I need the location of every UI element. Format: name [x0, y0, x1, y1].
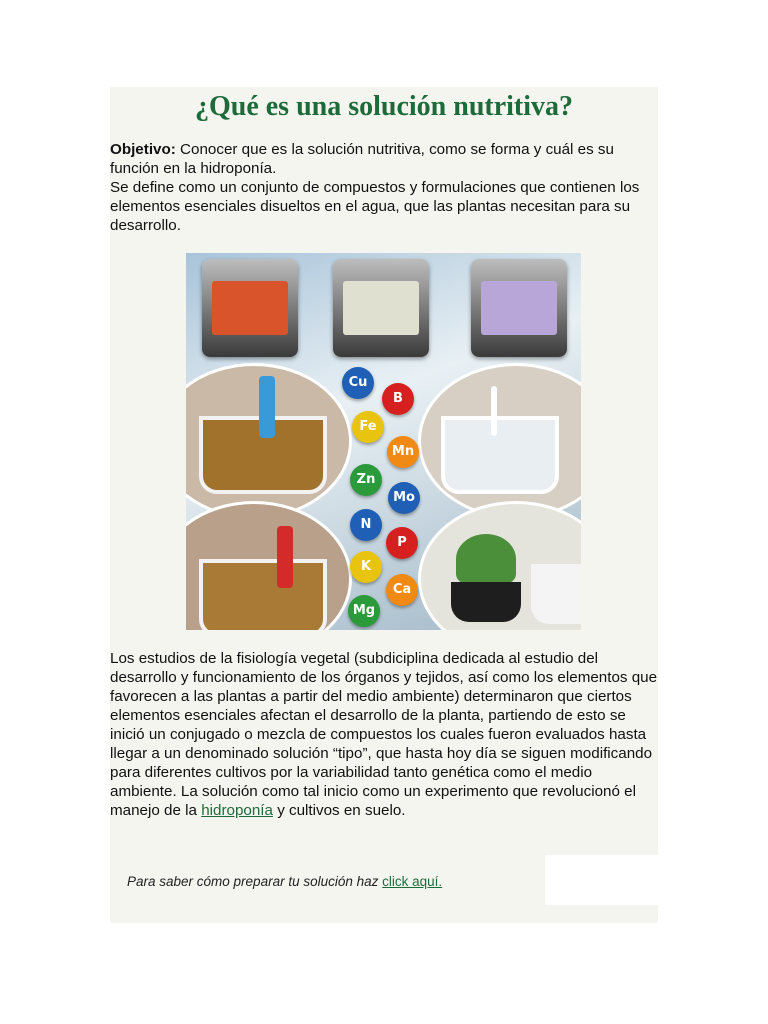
- body-text-before-link: Los estudios de la fisiología vegetal (subdiciplina dedicada al estudio del desarrollo y funcionamiento de los órganos y tejidos, así como los elementos que favorecen a las plantas a partir del medio ambiente) determinaron que ciertos elementos esenciales afectan el desarrollo de la planta, partiendo de esto se inició un conjugado o mezcla de compuestos los cuales fueron evaluados hasta llegar a un denominado solución “tipo”, que hasta hoy día se siguen modificando para diferentes cultivos por la variabilidad tanto genética como el medio ambiente. La solución como tal inicio como un experimento que revolucionó el manejo de la: [110, 650, 658, 819]
- body-text-after-link: y cultivos en suelo.: [272, 802, 406, 819]
- hidroponia-link[interactable]: hidroponía: [201, 802, 273, 819]
- plant-photo-bottom-right: [418, 501, 581, 630]
- fertilizer-bag-3: [471, 259, 567, 357]
- element-ball-zn: Zn: [350, 464, 382, 496]
- note-box: [110, 855, 545, 905]
- element-ball-ca: Ca: [386, 574, 418, 606]
- element-ball-cu: Cu: [342, 367, 374, 399]
- bucket-photo-top-right: [418, 363, 581, 519]
- element-ball-fe: Fe: [352, 411, 384, 443]
- body-paragraph: [110, 649, 658, 820]
- fertilizer-bag-1: [202, 259, 298, 357]
- element-ball-b: B: [382, 383, 414, 415]
- document-page: [110, 87, 658, 923]
- page-title: ¿Qué es una solución nutritiva?: [194, 91, 574, 122]
- element-ball-k: K: [350, 551, 382, 583]
- note-box-blank: [545, 855, 658, 905]
- bucket-photo-bottom-left: [186, 501, 352, 630]
- element-ball-mn: Mn: [387, 436, 419, 468]
- intro-paragraph: [110, 140, 658, 235]
- element-ball-p: P: [386, 527, 418, 559]
- objective-label: Objetivo:: [110, 141, 176, 158]
- note-text: [127, 874, 442, 889]
- bucket-photo-top-left: [186, 363, 352, 519]
- element-ball-n: N: [350, 509, 382, 541]
- element-ball-mg: Mg: [348, 595, 380, 627]
- element-ball-mo: Mo: [388, 482, 420, 514]
- click-here-link[interactable]: click aquí.: [382, 874, 443, 889]
- nutrient-solution-figure: [186, 253, 581, 630]
- objective-text: Conocer que es la solución nutritiva, como se forma y cuál es su función en la hidroponía.: [110, 141, 614, 177]
- definition-text: Se define como un conjunto de compuestos y formulaciones que contienen los elementos esenciales disueltos en el agua, que las plantas necesitan para su desarrollo.: [110, 179, 640, 234]
- note-label: Para saber cómo preparar tu solución haz: [127, 874, 383, 889]
- fertilizer-bag-2: [333, 259, 429, 357]
